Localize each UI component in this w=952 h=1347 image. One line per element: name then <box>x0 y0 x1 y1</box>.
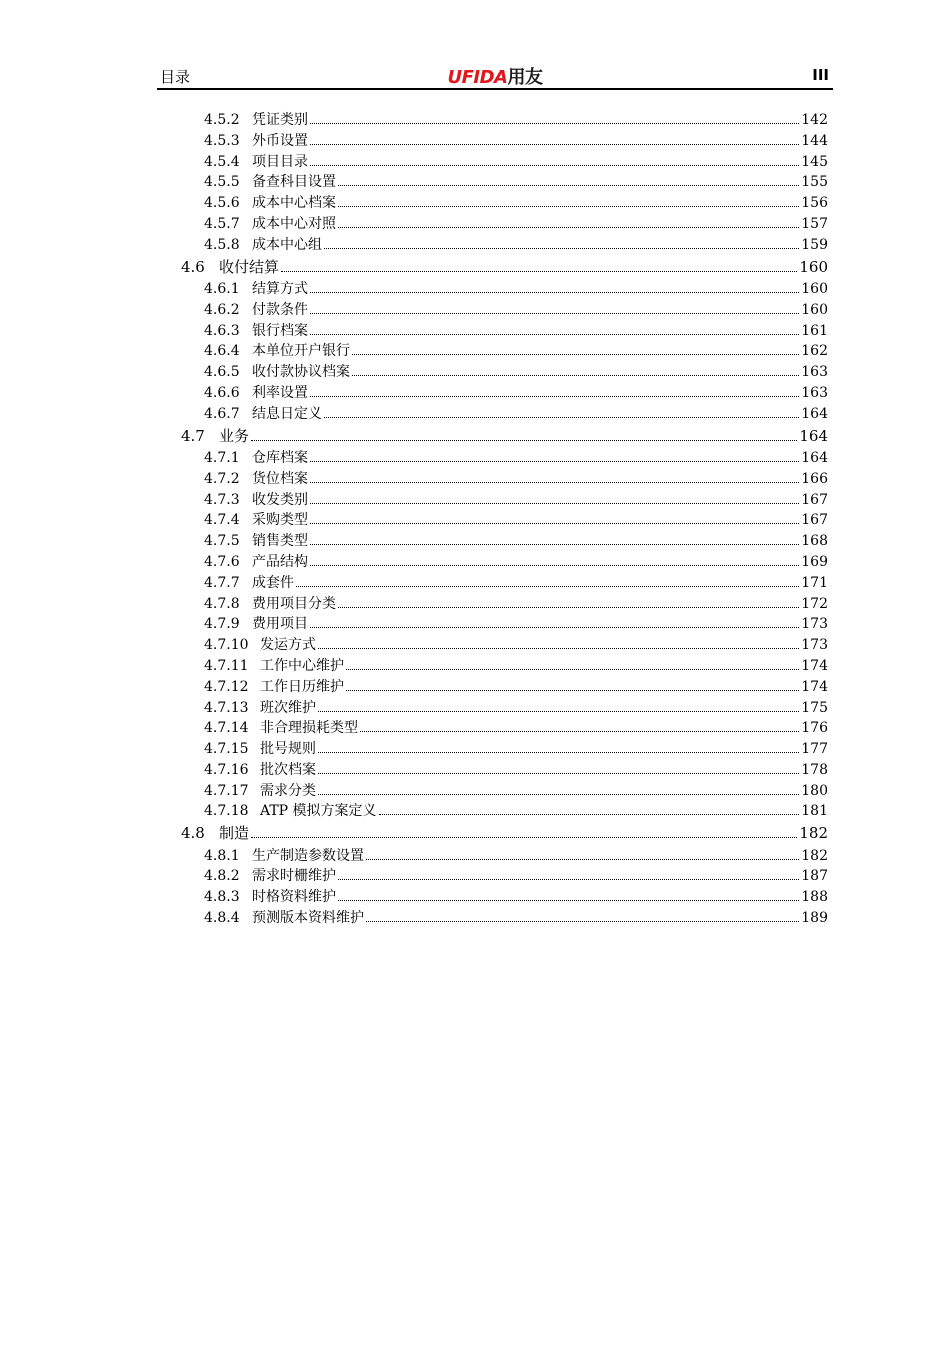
toc-entry-number: 4.5.4 <box>204 153 240 170</box>
toc-entry-page: 189 <box>801 910 828 927</box>
toc-entry-title: 需求分类 <box>260 782 316 799</box>
toc-entry-title: 收发类别 <box>252 491 308 508</box>
toc-dot-leader <box>310 292 799 293</box>
toc-subsection-entry[interactable] <box>204 490 828 511</box>
toc-entry-number: 4.5.6 <box>204 195 240 212</box>
toc-dot-leader <box>318 773 799 774</box>
toc-dot-leader <box>338 900 799 901</box>
toc-entry-page: 169 <box>801 553 828 570</box>
toc-entry-page: 175 <box>801 699 828 716</box>
toc-entry-page: 173 <box>801 616 828 633</box>
toc-entry-title: 成套件 <box>252 574 294 591</box>
toc-entry-page: 164 <box>801 405 828 422</box>
toc-entry-title: 仓库档案 <box>252 449 308 466</box>
toc-subsection-entry[interactable] <box>204 300 828 321</box>
logo-latin-text: UFIDA <box>447 67 508 88</box>
toc-subsection-entry[interactable] <box>204 448 828 469</box>
toc-entry-number: 4.8.3 <box>204 889 240 906</box>
toc-entry-title: 收付款协议档案 <box>252 364 350 381</box>
logo-cjk-text: 用友 <box>507 67 543 88</box>
toc-entry-page: 182 <box>801 847 828 864</box>
toc-dot-leader <box>366 921 799 922</box>
toc-entry-title: 预测版本资料维护 <box>252 910 364 927</box>
toc-subsection-entry[interactable] <box>204 131 828 152</box>
toc-entry-title: 发运方式 <box>260 637 316 654</box>
toc-dot-leader <box>310 334 799 335</box>
page-number: III <box>812 66 829 84</box>
toc-subsection-entry[interactable] <box>204 383 828 404</box>
toc-entry-title: 成本中心组 <box>252 236 322 253</box>
toc-entry-page: 164 <box>801 449 828 466</box>
toc-entry-title: 产品结构 <box>252 553 308 570</box>
toc-subsection-entry[interactable] <box>204 887 828 908</box>
toc-entry-number: 4.7.14 <box>204 720 249 737</box>
toc-dot-leader <box>352 375 799 376</box>
toc-dot-leader <box>318 711 799 712</box>
toc-entry-title: 批次档案 <box>260 761 316 778</box>
toc-entry-number: 4.6.4 <box>204 343 240 360</box>
toc-subsection-entry[interactable] <box>204 718 828 739</box>
toc-subsection-entry[interactable] <box>204 321 828 342</box>
toc-subsection-entry[interactable] <box>204 235 828 256</box>
toc-entry-page: 167 <box>801 491 828 508</box>
toc-entry-page: 157 <box>801 215 828 232</box>
toc-entry-number: 4.6.1 <box>204 280 240 297</box>
toc-subsection-entry[interactable] <box>204 469 828 490</box>
toc-entry-title: 备查科目设置 <box>252 174 336 191</box>
toc-entry-page: 160 <box>799 257 828 276</box>
toc-entry-title: 外币设置 <box>252 132 308 149</box>
toc-entry-number: 4.7.2 <box>204 470 240 487</box>
toc-dot-leader <box>318 752 799 753</box>
toc-subsection-entry[interactable] <box>204 908 828 929</box>
toc-entry-number: 4.7.16 <box>204 761 249 778</box>
toc-subsection-entry[interactable] <box>204 531 828 552</box>
toc-subsection-entry[interactable] <box>204 152 828 173</box>
toc-dot-leader <box>352 354 799 355</box>
toc-entry-number: 4.7.12 <box>204 678 249 695</box>
toc-subsection-entry[interactable] <box>204 552 828 573</box>
ufida-logo <box>157 63 833 89</box>
toc-entry-title: 利率设置 <box>252 384 308 401</box>
toc-entry-number: 4.6.3 <box>204 322 240 339</box>
toc-dot-leader <box>251 837 797 838</box>
toc-entry-page: 163 <box>801 364 828 381</box>
toc-entry-title: 批号规则 <box>260 741 316 758</box>
toc-subsection-entry[interactable] <box>204 404 828 425</box>
toc-entry-page: 166 <box>801 470 828 487</box>
toc-entry-title: 凭证类别 <box>252 112 308 128</box>
toc-subsection-entry[interactable] <box>204 614 828 635</box>
toc-subsection-entry[interactable] <box>204 760 828 781</box>
toc-entry-title: 工作中心维护 <box>260 657 344 674</box>
toc-section-entry[interactable] <box>181 256 828 279</box>
toc-subsection-entry[interactable] <box>204 110 828 131</box>
toc-dot-leader <box>338 879 799 880</box>
toc-dot-leader <box>360 731 799 732</box>
toc-entry-title: 班次维护 <box>260 699 316 716</box>
toc-entry-number: 4.7.1 <box>204 449 240 466</box>
toc-dot-leader <box>338 607 799 608</box>
toc-entry-page: 161 <box>801 322 828 339</box>
toc-entry-number: 4.7.15 <box>204 741 249 758</box>
toc-entry-title: 结息日定义 <box>252 405 322 422</box>
toc-entry-page: 174 <box>801 678 828 695</box>
toc-entry-page: 159 <box>801 236 828 253</box>
toc-subsection-entry[interactable] <box>204 594 828 615</box>
toc-dot-leader <box>296 586 799 587</box>
toc-entry-number: 4.7.4 <box>204 512 240 529</box>
toc-entry-title: 非合理损耗类型 <box>260 720 358 737</box>
toc-subsection-entry[interactable] <box>204 781 828 802</box>
toc-entry-title: 工作日历维护 <box>260 678 344 695</box>
toc-entry-number: 4.7.17 <box>204 782 249 799</box>
toc-dot-leader <box>310 627 799 628</box>
toc-entry-title: 付款条件 <box>252 301 308 318</box>
toc-entry-page: 172 <box>801 595 828 612</box>
toc-entry-title: 业务 <box>219 426 250 445</box>
toc-entry-number: 4.8.1 <box>204 847 240 864</box>
toc-entry-number: 4.5.7 <box>204 215 240 232</box>
toc-entry-number: 4.6.5 <box>204 364 240 381</box>
toc-dot-leader <box>310 523 799 524</box>
toc-entry-title: 需求时栅维护 <box>252 868 336 885</box>
toc-dot-leader <box>251 440 797 441</box>
toc-entry-number: 4.8.2 <box>204 868 240 885</box>
toc-entry-number: 4.7.3 <box>204 491 240 508</box>
toc-dot-leader <box>338 185 799 186</box>
toc-dot-leader <box>379 814 800 815</box>
toc-subsection-entry[interactable] <box>204 635 828 656</box>
toc-entry-title: 制造 <box>219 824 250 843</box>
toc-dot-leader <box>310 165 799 166</box>
toc-entry-page: 156 <box>801 195 828 212</box>
toc-dot-leader <box>281 271 797 272</box>
toc-entry-page: 164 <box>799 426 828 445</box>
toc-entry-number: 4.7.9 <box>204 616 240 633</box>
toc-entry-title: 收付结算 <box>219 257 280 276</box>
toc-entry-number: 4.8 <box>181 824 205 843</box>
toc-entry-page: 182 <box>799 824 828 843</box>
toc-entry-page: 168 <box>801 533 828 550</box>
toc-dot-leader <box>310 144 799 145</box>
toc-subsection-entry[interactable] <box>204 846 828 867</box>
toc-subsection-entry[interactable] <box>204 801 828 822</box>
toc-dot-leader <box>310 565 799 566</box>
toc-entry-title: 时格资料维护 <box>252 889 336 906</box>
toc-entry-number: 4.6.7 <box>204 405 240 422</box>
header-divider <box>157 88 833 90</box>
toc-entry-title: 销售类型 <box>252 533 308 550</box>
toc-entry-title: 费用项目分类 <box>252 595 336 612</box>
toc-entry-number: 4.5.3 <box>204 132 240 149</box>
toc-entry-page: 162 <box>801 343 828 360</box>
toc-dot-leader <box>310 396 799 397</box>
toc-dot-leader <box>318 794 799 795</box>
toc-entry-title: ATP 模拟方案定义 <box>260 803 377 820</box>
toc-dot-leader <box>324 417 799 418</box>
toc-entry-number: 4.7.10 <box>204 637 249 654</box>
toc-entry-number: 4.7.5 <box>204 533 240 550</box>
toc-subsection-entry[interactable] <box>204 193 828 214</box>
toc-dot-leader <box>310 313 799 314</box>
toc-subsection-entry[interactable] <box>204 573 828 594</box>
toc-dot-leader <box>338 227 799 228</box>
toc-dot-leader <box>346 669 799 670</box>
toc-subsection-entry[interactable] <box>204 172 828 193</box>
toc-subsection-entry[interactable] <box>204 214 828 235</box>
toc-entry-title: 结算方式 <box>252 280 308 297</box>
toc-entry-page: 173 <box>801 637 828 654</box>
toc-entry-title: 项目目录 <box>252 153 308 170</box>
toc-subsection-entry[interactable] <box>204 362 828 383</box>
toc-entry-page: 167 <box>801 512 828 529</box>
toc-entry-page: 174 <box>801 657 828 674</box>
table-of-contents <box>0 110 952 929</box>
toc-dot-leader <box>310 123 799 124</box>
toc-entry-number: 4.6.2 <box>204 301 240 318</box>
toc-dot-leader <box>310 482 799 483</box>
toc-dot-leader <box>310 503 799 504</box>
toc-subsection-entry[interactable] <box>204 677 828 698</box>
toc-entry-number: 4.6.6 <box>204 384 240 401</box>
page-header <box>157 62 833 90</box>
toc-entry-page: 181 <box>801 803 828 820</box>
toc-entry-number: 4.7.8 <box>204 595 240 612</box>
toc-entry-page: 163 <box>801 384 828 401</box>
toc-subsection-entry[interactable] <box>204 279 828 300</box>
toc-entry-title: 本单位开户银行 <box>252 343 350 360</box>
toc-entry-title: 成本中心对照 <box>252 215 336 232</box>
toc-dot-leader <box>318 648 799 649</box>
toc-entry-number: 4.7.13 <box>204 699 249 716</box>
toc-entry-number: 4.7.11 <box>204 657 249 674</box>
toc-section-entry[interactable] <box>181 822 828 845</box>
toc-entry-page: 177 <box>801 741 828 758</box>
toc-subsection-entry[interactable] <box>204 510 828 531</box>
toc-dot-leader <box>366 859 799 860</box>
toc-entry-page: 160 <box>801 280 828 297</box>
toc-entry-page: 180 <box>801 782 828 799</box>
toc-subsection-entry[interactable] <box>204 341 828 362</box>
toc-entry-page: 160 <box>801 301 828 318</box>
toc-entry-page: 171 <box>801 574 828 591</box>
toc-entry-number: 4.7.18 <box>204 803 249 820</box>
toc-entry-page: 144 <box>801 132 828 149</box>
toc-entry-number: 4.5.8 <box>204 236 240 253</box>
toc-entry-number: 4.7.6 <box>204 553 240 570</box>
toc-dot-leader <box>310 461 799 462</box>
toc-subsection-entry[interactable] <box>204 698 828 719</box>
toc-subsection-entry[interactable] <box>204 866 828 887</box>
toc-entry-page: 142 <box>801 112 828 128</box>
section-label: 目录 <box>160 68 191 86</box>
toc-entry-page: 145 <box>801 153 828 170</box>
toc-subsection-entry[interactable] <box>204 656 828 677</box>
toc-entry-title: 费用项目 <box>252 616 308 633</box>
toc-entry-page: 155 <box>801 174 828 191</box>
toc-subsection-entry[interactable] <box>204 739 828 760</box>
toc-entry-page: 176 <box>801 720 828 737</box>
toc-entry-number: 4.8.4 <box>204 910 240 927</box>
toc-entry-title: 银行档案 <box>252 322 308 339</box>
toc-section-entry[interactable] <box>181 425 828 448</box>
toc-entry-number: 4.5.5 <box>204 174 240 191</box>
toc-entry-title: 货位档案 <box>252 470 308 487</box>
toc-entry-number: 4.6 <box>181 257 205 276</box>
toc-dot-leader <box>338 206 799 207</box>
toc-entry-page: 178 <box>801 761 828 778</box>
toc-entry-number: 4.7.7 <box>204 574 240 591</box>
toc-entry-number: 4.7 <box>181 426 205 445</box>
toc-dot-leader <box>310 544 799 545</box>
toc-entry-title: 成本中心档案 <box>252 195 336 212</box>
toc-entry-number: 4.5.2 <box>204 112 240 128</box>
toc-entry-title: 采购类型 <box>252 512 308 529</box>
toc-entry-page: 187 <box>801 868 828 885</box>
toc-dot-leader <box>324 248 799 249</box>
toc-entry-title: 生产制造参数设置 <box>252 847 364 864</box>
toc-entry-page: 188 <box>801 889 828 906</box>
toc-dot-leader <box>346 690 799 691</box>
